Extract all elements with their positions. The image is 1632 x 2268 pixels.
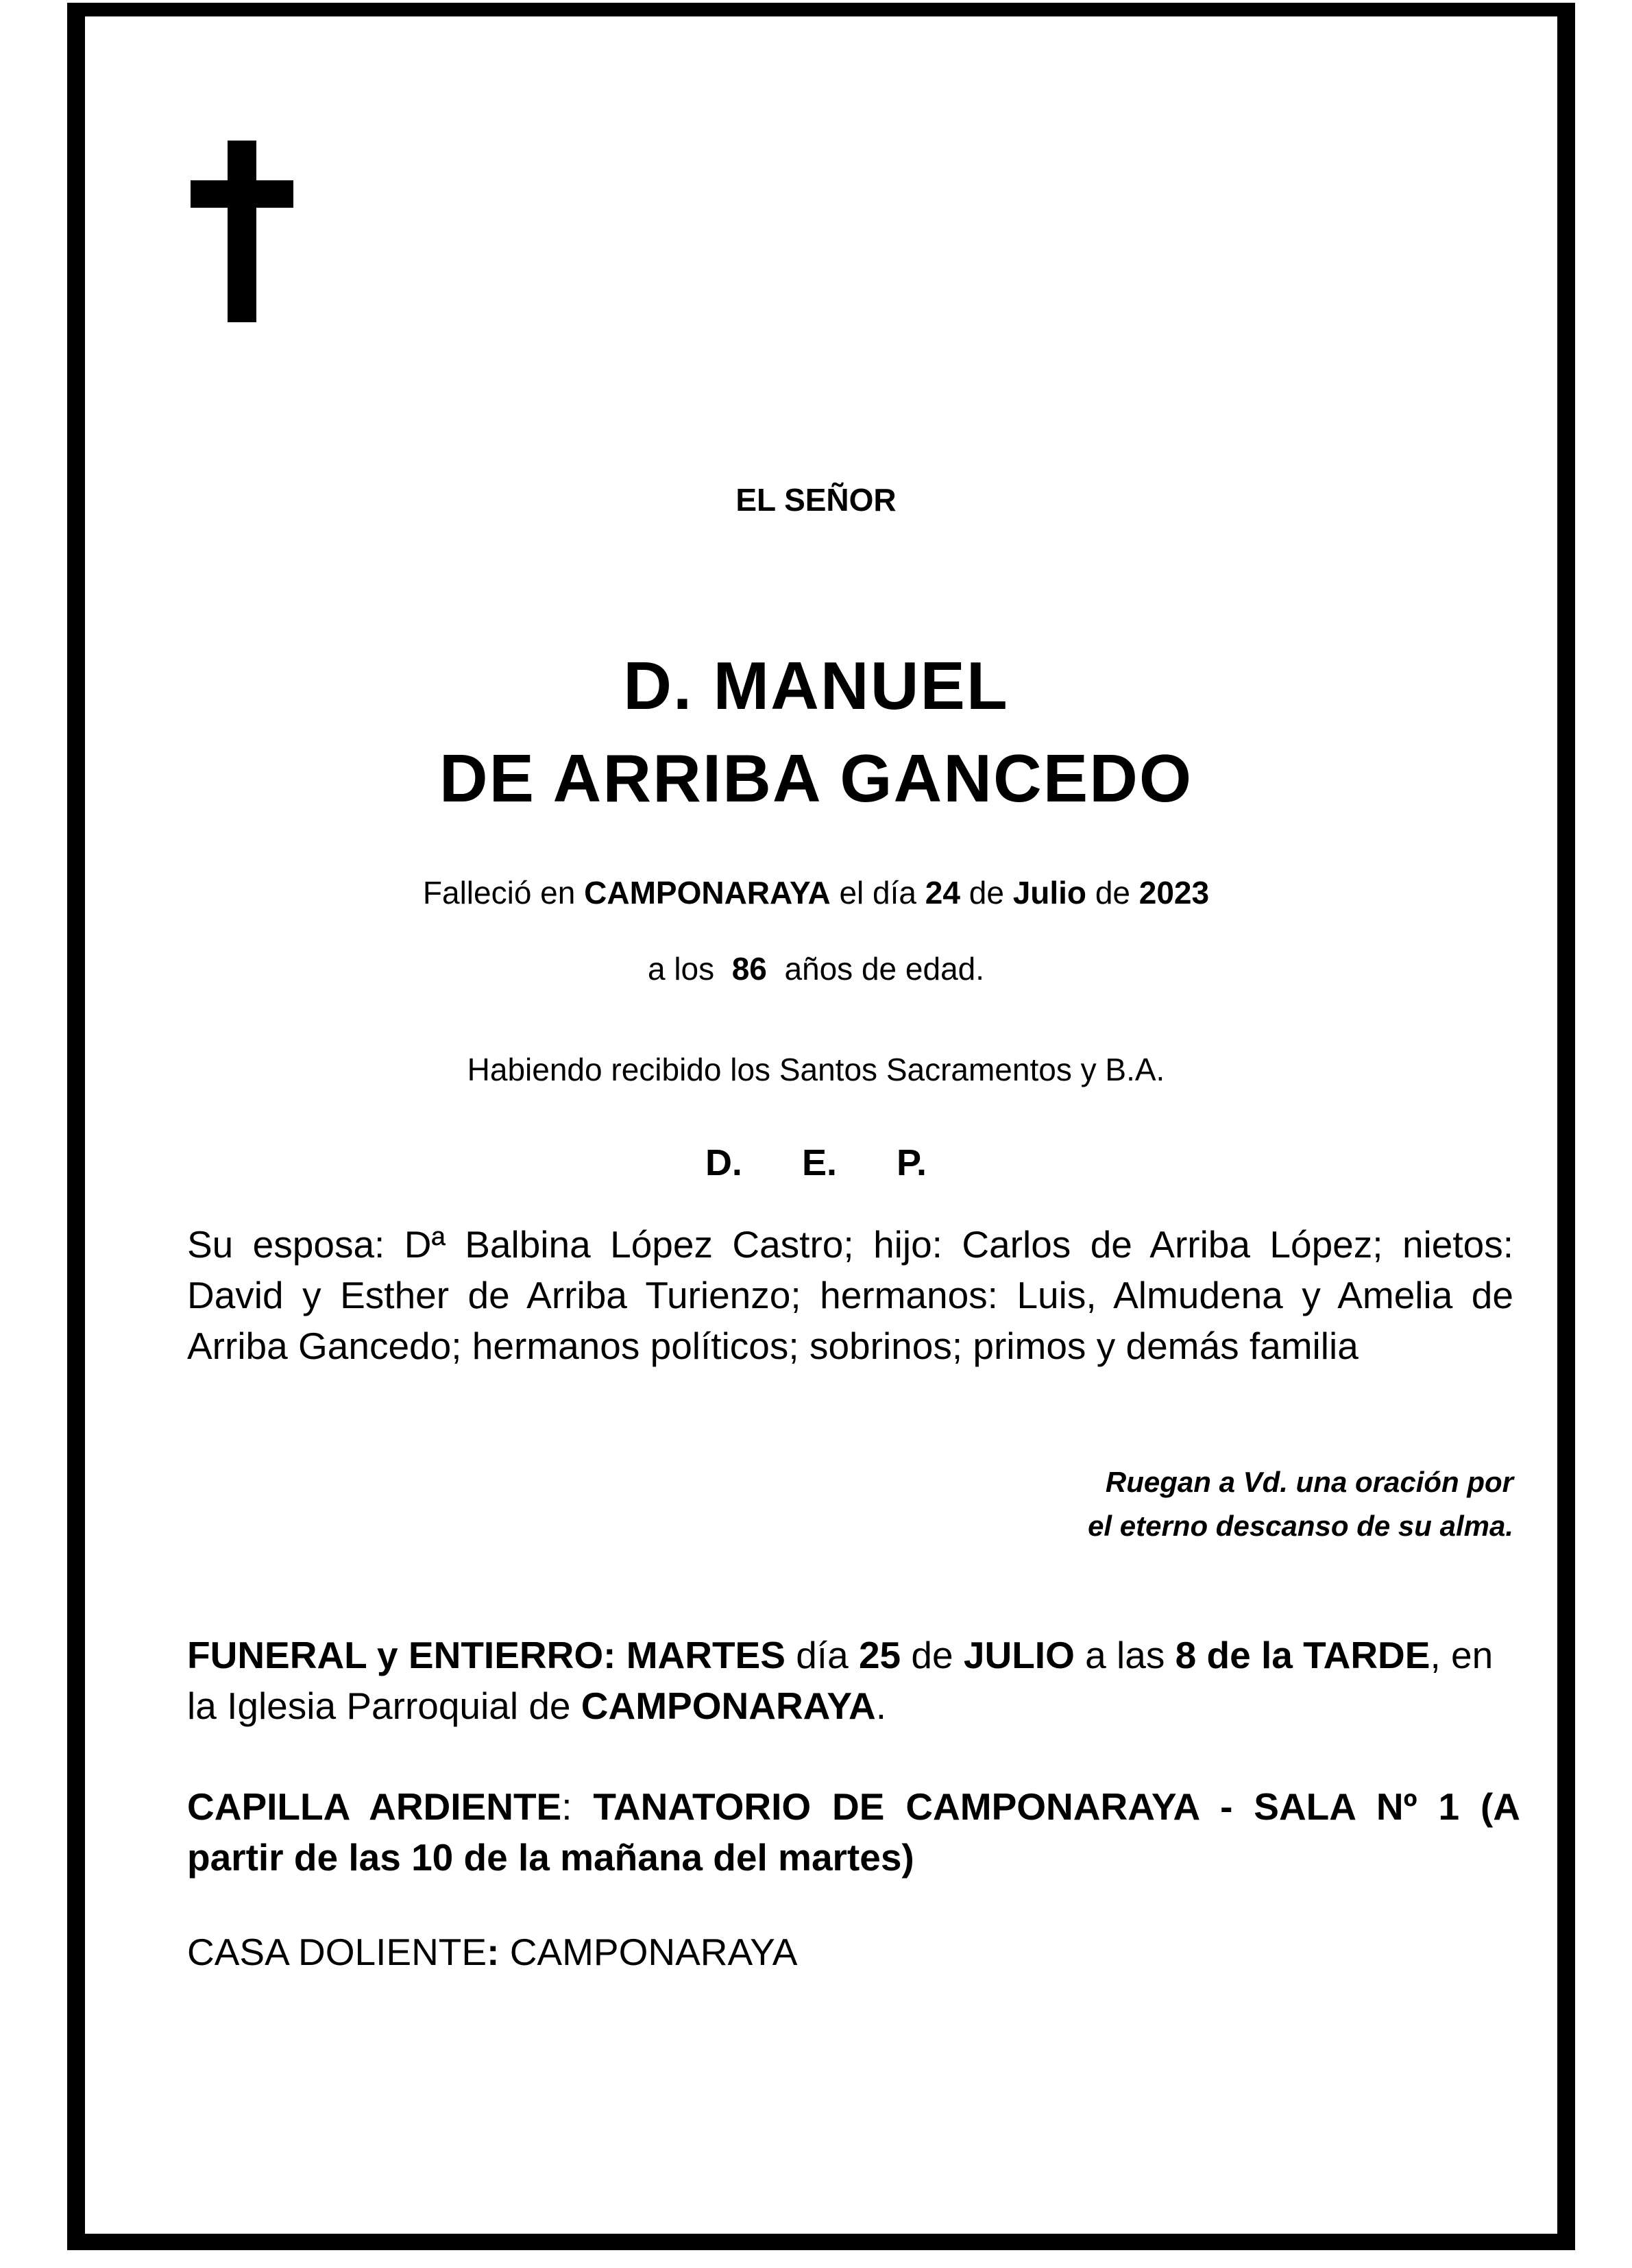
funeral-t5: .: [875, 1685, 886, 1727]
cross-horizontal-bar: [191, 180, 293, 208]
sacraments-text: Habiendo recibido los Santos Sacramentos y B.A.: [467, 1052, 1165, 1087]
death-day: 24: [925, 875, 960, 910]
house-label: CASA DOLIENTE: [187, 1931, 487, 1973]
age-value: 86: [731, 951, 767, 987]
funeral-info: [187, 1630, 1520, 1731]
funeral-time: 8 de la TARDE: [1175, 1634, 1430, 1676]
funeral-day: 25: [858, 1634, 901, 1676]
age-suffix: años de edad.: [784, 951, 985, 987]
death-prefix: Falleció en: [422, 875, 576, 910]
house-value: CAMPONARAYA: [509, 1931, 798, 1973]
prayer-line2: el eterno descanso de su alma.: [1088, 1510, 1513, 1542]
deceased-name-line2: DE ARRIBA GANCEDO: [439, 740, 1193, 816]
funeral-label: FUNERAL y ENTIERRO: MARTES: [187, 1634, 785, 1676]
chapel-text: TANATORIO DE CAMPONARAYA - SALA Nº 1 (A partir de las 10 de la mañana del martes): [187, 1785, 1521, 1879]
death-year: 2023: [1138, 875, 1210, 910]
prayer-line1: Ruegan a Vd. una oración por: [1105, 1466, 1513, 1498]
dep-initials: [0, 1142, 1632, 1184]
funeral-t1: día: [796, 1634, 849, 1676]
age-prefix: a los: [647, 951, 715, 987]
chapel-label: CAPILLA ARDIENTE: [187, 1785, 562, 1828]
funeral-t2: de: [911, 1634, 953, 1676]
dep-e: E.: [801, 1142, 837, 1183]
dep-d: D.: [705, 1142, 742, 1183]
funeral-place: CAMPONARAYA: [581, 1685, 876, 1727]
chapel-colon: :: [561, 1785, 572, 1828]
black-border-frame: [67, 3, 1575, 2250]
death-month: Julio: [1012, 875, 1087, 910]
deceased-name-line1: D. MANUEL: [623, 648, 1009, 723]
age-info: [0, 950, 1632, 987]
cross-vertical-bar: [228, 141, 256, 322]
house-colon: :: [487, 1931, 500, 1973]
family-paragraph: Su esposa: Dª Balbina López Castro; hijo: Carlos de Arriba López; nietos: David y Esther de Arriba Turienzo; hermanos: Luis, Almudena y Amelia de Arriba Gancedo; hermanos políticos; sobrinos; primos y demás familia: [187, 1223, 1513, 1367]
death-info: [0, 874, 1632, 911]
death-place: CAMPONARAYA: [584, 875, 831, 910]
funeral-t3: a las: [1085, 1634, 1165, 1676]
death-mid2: de: [969, 875, 1004, 910]
death-mid3: de: [1095, 875, 1130, 910]
funeral-t4: , en la Iglesia Parroquial de: [187, 1634, 1494, 1727]
dep-p: P.: [897, 1142, 927, 1183]
honorific: EL SEÑOR: [735, 482, 897, 518]
funeral-month: JULIO: [963, 1634, 1075, 1676]
chapel-info: [187, 1781, 1520, 1883]
latin-cross-icon: [191, 141, 293, 322]
house-info: [187, 1927, 1520, 1977]
prayer-request: [1088, 1460, 1513, 1548]
death-mid1: el día: [839, 875, 916, 910]
